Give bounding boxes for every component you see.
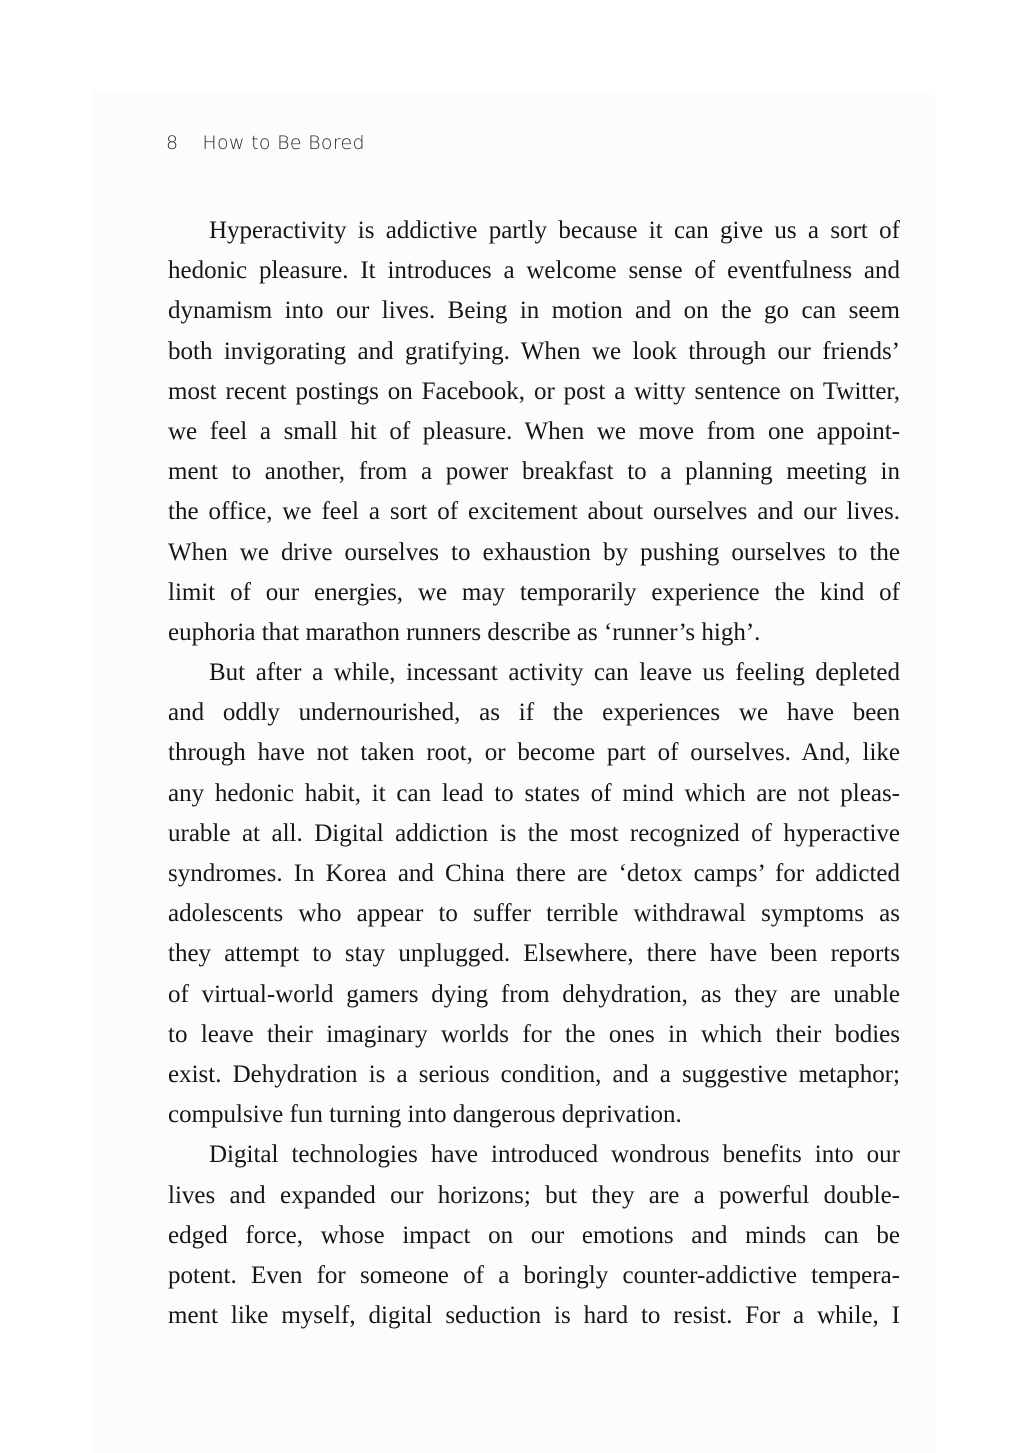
text-line: hedonic pleasure. It introduces a welcome sense of eventfulness and: [168, 257, 900, 285]
text-line: and oddly undernourished, as if the experiences we have been: [168, 699, 900, 727]
text-line: urable at all. Digital addiction is the most recognized of hyperactive: [168, 819, 900, 847]
text-line: we feel a small hit of pleasure. When we move from one appoint-: [168, 417, 900, 445]
paragraph-2: [168, 653, 900, 1135]
text-line: the office, we feel a sort of excitement about ourselves and our lives.: [168, 498, 900, 526]
paragraph-1: [168, 211, 900, 653]
text-line: euphoria that marathon runners describe as ‘runner’s high’.: [168, 618, 761, 646]
text-line: potent. Even for someone of a boringly counter-addictive tempera-: [168, 1261, 900, 1289]
text-line: ment to another, from a power breakfast to a planning meeting in: [168, 458, 900, 486]
text-line: lives and expanded our horizons; but they are a powerful double-: [168, 1181, 900, 1209]
text-line: Digital technologies have introduced wondrous benefits into our: [209, 1141, 900, 1169]
running-head: [166, 132, 365, 154]
text-line: both invigorating and gratifying. When we look through our friends’: [168, 337, 900, 365]
text-line: But after a while, incessant activity can leave us feeling depleted: [209, 659, 900, 687]
text-line: to leave their imaginary worlds for the ones in which their bodies: [168, 1020, 900, 1048]
text-line: any hedonic habit, it can lead to states of mind which are not pleas-: [168, 779, 900, 807]
text-line: syndromes. In Korea and China there are ‘detox camps’ for addicted: [168, 860, 900, 887]
text-line: Hyperactivity is addictive partly because it can give us a sort of: [209, 217, 900, 244]
text-line: they attempt to stay unplugged. Elsewhere, there have been reports: [168, 940, 900, 968]
book-title: How to Be Bored: [202, 132, 365, 154]
text-line: adolescents who appear to suffer terrible withdrawal symptoms as: [168, 900, 900, 928]
text-line: compulsive fun turning into dangerous deprivation.: [168, 1101, 682, 1129]
text-line: When we drive ourselves to exhaustion by pushing ourselves to the: [168, 538, 900, 566]
text-line: most recent postings on Facebook, or post a witty sentence on Twitter,: [168, 377, 900, 405]
text-line: limit of our energies, we may temporarily experience the kind of: [168, 578, 900, 606]
page-number: 8: [166, 132, 179, 154]
text-line: through have not taken root, or become part of ourselves. And, like: [168, 739, 900, 767]
text-line: exist. Dehydration is a serious condition, and a suggestive metaphor;: [168, 1060, 900, 1088]
body-text: [168, 211, 900, 1336]
paragraph-3: [168, 1135, 900, 1336]
text-line: of virtual-world gamers dying from dehydration, as they are unable: [168, 980, 900, 1008]
text-line: dynamism into our lives. Being in motion and on the go can seem: [168, 297, 900, 325]
text-line: ment like myself, digital seduction is hard to resist. For a while, I: [168, 1302, 900, 1330]
text-line: edged force, whose impact on our emotions and minds can be: [168, 1221, 900, 1249]
